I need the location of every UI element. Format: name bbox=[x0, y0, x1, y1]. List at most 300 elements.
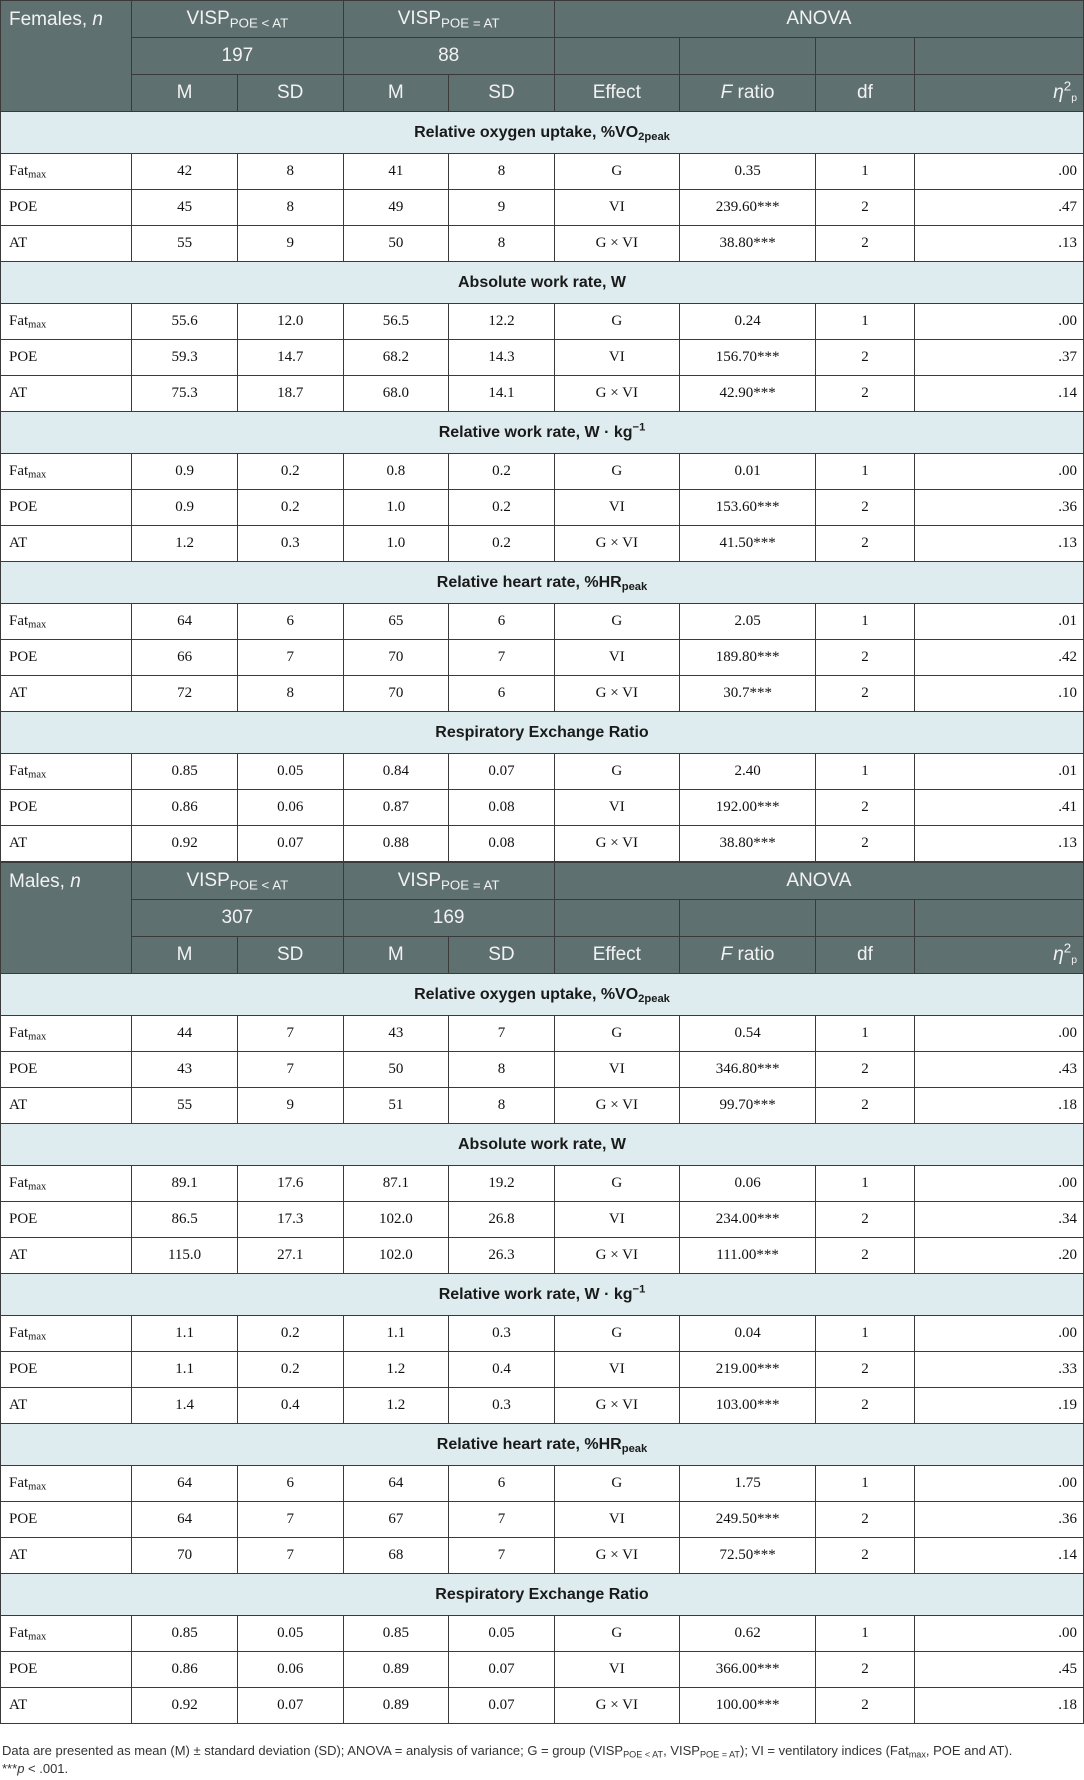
row-label: Fat$_{max}$ bbox=[1, 1316, 132, 1352]
females-table bbox=[0, 0, 1084, 862]
col-sd-2: SD bbox=[449, 75, 555, 112]
section-title: Absolute work rate, W bbox=[1, 1124, 1084, 1166]
table-row bbox=[1, 826, 1084, 862]
f-ratio: 0.62 bbox=[679, 1616, 815, 1652]
mean-group-1: 55 bbox=[132, 1088, 238, 1124]
sd-group-1: 18.7 bbox=[237, 376, 343, 412]
section-header-row bbox=[1, 712, 1084, 754]
mean-group-2: 67 bbox=[343, 1502, 449, 1538]
eta-squared: .18 bbox=[914, 1688, 1083, 1724]
mean-group-2: 68.2 bbox=[343, 340, 449, 376]
table-row bbox=[1, 154, 1084, 190]
row-label: AT bbox=[1, 1238, 132, 1274]
df: 2 bbox=[816, 790, 914, 826]
effect: G × VI bbox=[554, 1388, 679, 1424]
mean-group-1: 1.1 bbox=[132, 1316, 238, 1352]
f-ratio: 0.54 bbox=[679, 1016, 815, 1052]
mean-group-2: 65 bbox=[343, 604, 449, 640]
mean-group-2: 1.0 bbox=[343, 526, 449, 562]
empty-header-cell bbox=[816, 900, 914, 937]
mean-group-1: 64 bbox=[132, 604, 238, 640]
effect: G × VI bbox=[554, 1238, 679, 1274]
effect: G bbox=[554, 1466, 679, 1502]
eta-squared: .14 bbox=[914, 376, 1083, 412]
section-title: Relative oxygen uptake, $\%VO_{2peak}$ bbox=[1, 974, 1084, 1016]
table-row bbox=[1, 604, 1084, 640]
sd-group-1: 6 bbox=[237, 1466, 343, 1502]
sd-group-1: 17.6 bbox=[237, 1166, 343, 1202]
sd-group-1: 0.06 bbox=[237, 790, 343, 826]
f-ratio: 366.00*** bbox=[679, 1652, 815, 1688]
group-label: Females, n bbox=[1, 1, 132, 112]
effect: G × VI bbox=[554, 676, 679, 712]
f-ratio: 0.04 bbox=[679, 1316, 815, 1352]
table-row bbox=[1, 1088, 1084, 1124]
f-ratio: 153.60*** bbox=[679, 490, 815, 526]
section-title: Relative oxygen uptake, $\%VO_{2peak}$ bbox=[1, 112, 1084, 154]
effect: VI bbox=[554, 640, 679, 676]
mean-group-2: 0.88 bbox=[343, 826, 449, 862]
sd-group-1: 0.07 bbox=[237, 826, 343, 862]
table-row bbox=[1, 1016, 1084, 1052]
table-row bbox=[1, 790, 1084, 826]
sd-group-1: 7 bbox=[237, 640, 343, 676]
row-label: Fat$_{max}$ bbox=[1, 1616, 132, 1652]
col-m-1: M bbox=[132, 937, 238, 974]
f-ratio: 1.75 bbox=[679, 1466, 815, 1502]
effect: G bbox=[554, 454, 679, 490]
effect: G × VI bbox=[554, 1538, 679, 1574]
df: 2 bbox=[816, 340, 914, 376]
sd-group-2: 0.05 bbox=[449, 1616, 555, 1652]
mean-group-1: 0.9 bbox=[132, 454, 238, 490]
section-header-row bbox=[1, 112, 1084, 154]
sd-group-2: 0.3 bbox=[449, 1388, 555, 1424]
group-n-2: 169 bbox=[343, 900, 554, 937]
eta-squared: .34 bbox=[914, 1202, 1083, 1238]
table-row bbox=[1, 676, 1084, 712]
sd-group-2: 8 bbox=[449, 1088, 555, 1124]
row-label: AT bbox=[1, 1688, 132, 1724]
sd-group-2: 0.08 bbox=[449, 826, 555, 862]
table-row bbox=[1, 1688, 1084, 1724]
effect: G bbox=[554, 154, 679, 190]
mean-group-1: 55.6 bbox=[132, 304, 238, 340]
sd-group-1: 8 bbox=[237, 190, 343, 226]
section-header-row bbox=[1, 1124, 1084, 1166]
eta-squared: .33 bbox=[914, 1352, 1083, 1388]
table-row bbox=[1, 1466, 1084, 1502]
table-row bbox=[1, 1202, 1084, 1238]
f-ratio: 38.80*** bbox=[679, 226, 815, 262]
table-row bbox=[1, 226, 1084, 262]
df: 1 bbox=[816, 1316, 914, 1352]
sd-group-2: 0.2 bbox=[449, 490, 555, 526]
f-ratio: 0.35 bbox=[679, 154, 815, 190]
table-row bbox=[1, 754, 1084, 790]
col-sd-1: SD bbox=[237, 937, 343, 974]
mean-group-1: 0.85 bbox=[132, 1616, 238, 1652]
sd-group-1: 9 bbox=[237, 226, 343, 262]
section-title: Respiratory Exchange Ratio bbox=[1, 712, 1084, 754]
mean-group-1: 0.86 bbox=[132, 790, 238, 826]
header-row-n bbox=[1, 38, 1084, 75]
col-sd-1: SD bbox=[237, 75, 343, 112]
mean-group-2: 0.85 bbox=[343, 1616, 449, 1652]
table-footnote bbox=[0, 1742, 1084, 1778]
section-title: Respiratory Exchange Ratio bbox=[1, 1574, 1084, 1616]
mean-group-1: 1.2 bbox=[132, 526, 238, 562]
mean-group-1: 55 bbox=[132, 226, 238, 262]
mean-group-2: 0.89 bbox=[343, 1688, 449, 1724]
row-label: AT bbox=[1, 676, 132, 712]
section-header-row bbox=[1, 1274, 1084, 1316]
mean-group-2: 41 bbox=[343, 154, 449, 190]
mean-group-2: 50 bbox=[343, 226, 449, 262]
f-ratio: 156.70*** bbox=[679, 340, 815, 376]
table-row bbox=[1, 1652, 1084, 1688]
sd-group-2: 0.07 bbox=[449, 1652, 555, 1688]
effect: VI bbox=[554, 1052, 679, 1088]
eta-squared: .43 bbox=[914, 1052, 1083, 1088]
col-f-ratio: F ratio bbox=[679, 75, 815, 112]
df: 1 bbox=[816, 604, 914, 640]
row-label: AT bbox=[1, 826, 132, 862]
row-label: POE bbox=[1, 340, 132, 376]
section-header-row bbox=[1, 562, 1084, 604]
row-label: Fat$_{max}$ bbox=[1, 304, 132, 340]
header-row-groups bbox=[1, 1, 1084, 38]
f-ratio: 30.7*** bbox=[679, 676, 815, 712]
empty-header-cell bbox=[816, 38, 914, 75]
section-title: Relative heart rate, $\%HR_{peak}$ bbox=[1, 1424, 1084, 1466]
df: 1 bbox=[816, 1466, 914, 1502]
mean-group-2: 0.89 bbox=[343, 1652, 449, 1688]
sd-group-2: 6 bbox=[449, 676, 555, 712]
f-ratio: 2.40 bbox=[679, 754, 815, 790]
section-header-row bbox=[1, 1424, 1084, 1466]
effect: G bbox=[554, 304, 679, 340]
row-label: Fat$_{max}$ bbox=[1, 754, 132, 790]
df: 1 bbox=[816, 1166, 914, 1202]
sd-group-1: 17.3 bbox=[237, 1202, 343, 1238]
f-ratio: 0.06 bbox=[679, 1166, 815, 1202]
empty-header-cell bbox=[554, 38, 679, 75]
col-f-ratio: F ratio bbox=[679, 937, 815, 974]
table-row bbox=[1, 376, 1084, 412]
sd-group-1: 7 bbox=[237, 1052, 343, 1088]
effect: VI bbox=[554, 490, 679, 526]
eta-squared: .47 bbox=[914, 190, 1083, 226]
row-label: Fat$_{max}$ bbox=[1, 1166, 132, 1202]
mean-group-2: 102.0 bbox=[343, 1202, 449, 1238]
mean-group-1: 72 bbox=[132, 676, 238, 712]
eta-squared: .18 bbox=[914, 1088, 1083, 1124]
df: 1 bbox=[816, 1016, 914, 1052]
row-label: POE bbox=[1, 1052, 132, 1088]
eta-squared: .00 bbox=[914, 1016, 1083, 1052]
row-label: AT bbox=[1, 1388, 132, 1424]
header-row-n bbox=[1, 900, 1084, 937]
row-label: AT bbox=[1, 1088, 132, 1124]
f-ratio: 41.50*** bbox=[679, 526, 815, 562]
sd-group-1: 0.06 bbox=[237, 1652, 343, 1688]
df: 2 bbox=[816, 826, 914, 862]
section-header-row bbox=[1, 974, 1084, 1016]
table-row bbox=[1, 340, 1084, 376]
table-row bbox=[1, 1316, 1084, 1352]
row-label: Fat$_{max}$ bbox=[1, 604, 132, 640]
table-row bbox=[1, 190, 1084, 226]
sd-group-2: 9 bbox=[449, 190, 555, 226]
row-label: AT bbox=[1, 376, 132, 412]
df: 2 bbox=[816, 1088, 914, 1124]
df: 2 bbox=[816, 1502, 914, 1538]
mean-group-2: 0.8 bbox=[343, 454, 449, 490]
mean-group-2: 49 bbox=[343, 190, 449, 226]
eta-squared: .00 bbox=[914, 1316, 1083, 1352]
empty-header-cell bbox=[914, 900, 1083, 937]
mean-group-2: 68.0 bbox=[343, 376, 449, 412]
effect: G bbox=[554, 1316, 679, 1352]
effect: G bbox=[554, 604, 679, 640]
table-row bbox=[1, 304, 1084, 340]
section-header-row bbox=[1, 1574, 1084, 1616]
f-ratio: 239.60*** bbox=[679, 190, 815, 226]
row-label: POE bbox=[1, 640, 132, 676]
df: 2 bbox=[816, 226, 914, 262]
effect: VI bbox=[554, 1652, 679, 1688]
sd-group-1: 0.4 bbox=[237, 1388, 343, 1424]
df: 2 bbox=[816, 1388, 914, 1424]
sd-group-2: 19.2 bbox=[449, 1166, 555, 1202]
f-ratio: 38.80*** bbox=[679, 826, 815, 862]
table-row bbox=[1, 526, 1084, 562]
mean-group-1: 1.4 bbox=[132, 1388, 238, 1424]
f-ratio: 346.80*** bbox=[679, 1052, 815, 1088]
sd-group-1: 9 bbox=[237, 1088, 343, 1124]
row-label: Fat$_{max}$ bbox=[1, 1016, 132, 1052]
sd-group-1: 0.3 bbox=[237, 526, 343, 562]
eta-squared: .14 bbox=[914, 1538, 1083, 1574]
visp-poe-lt-at-header: $VISP_{POE < AT}$ bbox=[132, 1, 343, 38]
group-n-2: 88 bbox=[343, 38, 554, 75]
effect: VI bbox=[554, 1202, 679, 1238]
df: 1 bbox=[816, 304, 914, 340]
df: 1 bbox=[816, 1616, 914, 1652]
table-row bbox=[1, 490, 1084, 526]
sd-group-1: 27.1 bbox=[237, 1238, 343, 1274]
mean-group-2: 50 bbox=[343, 1052, 449, 1088]
row-label: POE bbox=[1, 1652, 132, 1688]
sd-group-1: 7 bbox=[237, 1538, 343, 1574]
df: 2 bbox=[816, 1652, 914, 1688]
sd-group-2: 6 bbox=[449, 1466, 555, 1502]
mean-group-1: 115.0 bbox=[132, 1238, 238, 1274]
sd-group-1: 8 bbox=[237, 676, 343, 712]
sd-group-2: 6 bbox=[449, 604, 555, 640]
col-eta-squared: $\eta^2_p$ bbox=[914, 937, 1083, 974]
row-label: POE bbox=[1, 1202, 132, 1238]
mean-group-1: 86.5 bbox=[132, 1202, 238, 1238]
eta-squared: .20 bbox=[914, 1238, 1083, 1274]
visp-poe-eq-at-header: $VISP_{POE = AT}$ bbox=[343, 1, 554, 38]
mean-group-1: 59.3 bbox=[132, 340, 238, 376]
sd-group-2: 8 bbox=[449, 1052, 555, 1088]
visp-poe-eq-at-header: $VISP_{POE = AT}$ bbox=[343, 863, 554, 900]
mean-group-2: 43 bbox=[343, 1016, 449, 1052]
sd-group-2: 26.3 bbox=[449, 1238, 555, 1274]
df: 2 bbox=[816, 490, 914, 526]
df: 2 bbox=[816, 1052, 914, 1088]
eta-squared: .00 bbox=[914, 154, 1083, 190]
males-table bbox=[0, 862, 1084, 1724]
f-ratio: 249.50*** bbox=[679, 1502, 815, 1538]
sd-group-2: 0.08 bbox=[449, 790, 555, 826]
mean-group-1: 42 bbox=[132, 154, 238, 190]
col-df: df bbox=[816, 75, 914, 112]
empty-header-cell bbox=[679, 38, 815, 75]
df: 1 bbox=[816, 154, 914, 190]
row-label: POE bbox=[1, 1352, 132, 1388]
section-header-row bbox=[1, 262, 1084, 304]
row-label: Fat$_{max}$ bbox=[1, 154, 132, 190]
sd-group-2: 0.07 bbox=[449, 754, 555, 790]
effect: VI bbox=[554, 1352, 679, 1388]
mean-group-1: 43 bbox=[132, 1052, 238, 1088]
f-ratio: 0.24 bbox=[679, 304, 815, 340]
sd-group-1: 0.05 bbox=[237, 754, 343, 790]
row-label: POE bbox=[1, 190, 132, 226]
mean-group-1: 0.92 bbox=[132, 826, 238, 862]
mean-group-2: 70 bbox=[343, 640, 449, 676]
mean-group-1: 66 bbox=[132, 640, 238, 676]
eta-squared: .00 bbox=[914, 454, 1083, 490]
empty-header-cell bbox=[679, 900, 815, 937]
mean-group-1: 44 bbox=[132, 1016, 238, 1052]
eta-squared: .00 bbox=[914, 1166, 1083, 1202]
empty-header-cell bbox=[554, 900, 679, 937]
col-m-2: M bbox=[343, 75, 449, 112]
effect: G bbox=[554, 1016, 679, 1052]
effect: VI bbox=[554, 1502, 679, 1538]
df: 2 bbox=[816, 526, 914, 562]
f-ratio: 72.50*** bbox=[679, 1538, 815, 1574]
row-label: Fat$_{max}$ bbox=[1, 1466, 132, 1502]
table-row bbox=[1, 1352, 1084, 1388]
row-label: POE bbox=[1, 1502, 132, 1538]
f-ratio: 99.70*** bbox=[679, 1088, 815, 1124]
f-ratio: 103.00*** bbox=[679, 1388, 815, 1424]
mean-group-1: 70 bbox=[132, 1538, 238, 1574]
section-title: Relative heart rate, $\%HR_{peak}$ bbox=[1, 562, 1084, 604]
f-ratio: 192.00*** bbox=[679, 790, 815, 826]
df: 2 bbox=[816, 676, 914, 712]
sd-group-2: 0.07 bbox=[449, 1688, 555, 1724]
sd-group-1: 0.2 bbox=[237, 454, 343, 490]
header-row-columns bbox=[1, 937, 1084, 974]
row-label: AT bbox=[1, 526, 132, 562]
df: 2 bbox=[816, 640, 914, 676]
mean-group-1: 64 bbox=[132, 1502, 238, 1538]
sd-group-1: 12.0 bbox=[237, 304, 343, 340]
mean-group-2: 102.0 bbox=[343, 1238, 449, 1274]
row-label: AT bbox=[1, 226, 132, 262]
eta-squared: .41 bbox=[914, 790, 1083, 826]
df: 1 bbox=[816, 454, 914, 490]
sd-group-2: 7 bbox=[449, 1016, 555, 1052]
mean-group-2: 68 bbox=[343, 1538, 449, 1574]
sd-group-1: 6 bbox=[237, 604, 343, 640]
sd-group-1: 0.07 bbox=[237, 1688, 343, 1724]
sd-group-2: 14.3 bbox=[449, 340, 555, 376]
sd-group-1: 0.2 bbox=[237, 1352, 343, 1388]
sd-group-2: 8 bbox=[449, 226, 555, 262]
row-label: AT bbox=[1, 1538, 132, 1574]
visp-poe-lt-at-header: $VISP_{POE < AT}$ bbox=[132, 863, 343, 900]
eta-squared: .01 bbox=[914, 754, 1083, 790]
mean-group-2: 51 bbox=[343, 1088, 449, 1124]
eta-squared: .37 bbox=[914, 340, 1083, 376]
col-df: df bbox=[816, 937, 914, 974]
mean-group-1: 0.9 bbox=[132, 490, 238, 526]
mean-group-1: 0.85 bbox=[132, 754, 238, 790]
effect: VI bbox=[554, 790, 679, 826]
mean-group-1: 64 bbox=[132, 1466, 238, 1502]
sd-group-2: 7 bbox=[449, 640, 555, 676]
footnote-definitions: Data are presented as mean (M) ± standard deviation (SD); ANOVA = analysis of variance; G = group ($VISP_{POE < AT}$, $VISP_{POE = AT}$); VI = ventilatory indices (Fat$_{max}$, POE and AT). bbox=[2, 1743, 1013, 1760]
eta-squared: .13 bbox=[914, 826, 1083, 862]
table-row bbox=[1, 1052, 1084, 1088]
mean-group-2: 70 bbox=[343, 676, 449, 712]
group-label: Males, n bbox=[1, 863, 132, 974]
df: 1 bbox=[816, 754, 914, 790]
df: 2 bbox=[816, 1688, 914, 1724]
col-m-1: M bbox=[132, 75, 238, 112]
effect: G bbox=[554, 1166, 679, 1202]
mean-group-2: 87.1 bbox=[343, 1166, 449, 1202]
effect: G × VI bbox=[554, 226, 679, 262]
f-ratio: 219.00*** bbox=[679, 1352, 815, 1388]
eta-squared: .13 bbox=[914, 526, 1083, 562]
anova-header: ANOVA bbox=[554, 1, 1083, 38]
mean-group-1: 1.1 bbox=[132, 1352, 238, 1388]
table-row bbox=[1, 454, 1084, 490]
df: 2 bbox=[816, 1352, 914, 1388]
sd-group-1: 0.2 bbox=[237, 1316, 343, 1352]
eta-squared: .00 bbox=[914, 304, 1083, 340]
effect: G × VI bbox=[554, 1688, 679, 1724]
mean-group-1: 0.86 bbox=[132, 1652, 238, 1688]
group-n-1: 307 bbox=[132, 900, 343, 937]
sd-group-1: 14.7 bbox=[237, 340, 343, 376]
effect: VI bbox=[554, 190, 679, 226]
f-ratio: 111.00*** bbox=[679, 1238, 815, 1274]
eta-squared: .10 bbox=[914, 676, 1083, 712]
mean-group-1: 0.92 bbox=[132, 1688, 238, 1724]
mean-group-1: 75.3 bbox=[132, 376, 238, 412]
f-ratio: 100.00*** bbox=[679, 1688, 815, 1724]
eta-squared: .01 bbox=[914, 604, 1083, 640]
eta-squared: .00 bbox=[914, 1616, 1083, 1652]
sd-group-1: 0.05 bbox=[237, 1616, 343, 1652]
f-ratio: 2.05 bbox=[679, 604, 815, 640]
col-effect: Effect bbox=[554, 937, 679, 974]
sd-group-2: 8 bbox=[449, 154, 555, 190]
header-row-groups bbox=[1, 863, 1084, 900]
sd-group-1: 0.2 bbox=[237, 490, 343, 526]
sd-group-2: 7 bbox=[449, 1502, 555, 1538]
